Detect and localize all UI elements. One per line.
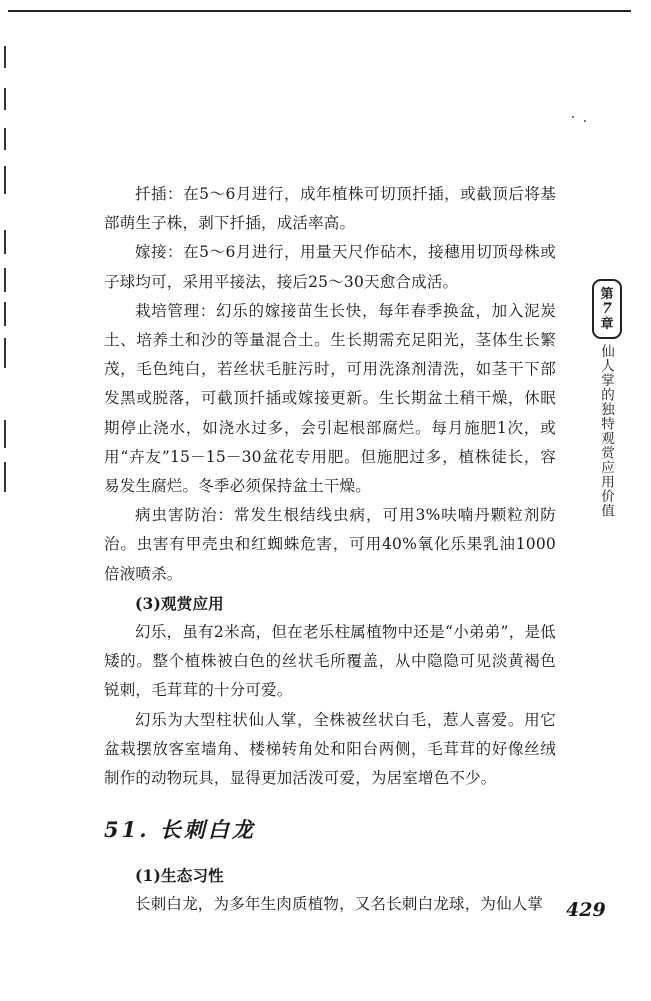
scan-speck xyxy=(572,116,574,118)
binding-mark xyxy=(4,302,6,326)
chapter-number: 7 xyxy=(602,300,612,317)
chapter-suffix: 章 xyxy=(600,316,614,332)
binding-mark xyxy=(4,268,6,292)
paragraph-ornamental-1: 幻乐，虽有2米高，但在老乐柱属植物中还是“小弟弟”，是低矮的。整个植株被白色的丝状毛所覆盖，从中隐隐可见淡黄褐色锐刺，毛茸茸的十分可爱。 xyxy=(104,623,556,700)
page-number: 429 xyxy=(566,899,606,921)
binding-mark xyxy=(4,462,6,492)
paragraph-ornamental-2: 幻乐为大型柱状仙人掌，全株被丝状白毛，惹人喜爱。用它盆栽摆放客室墙角、楼梯转角处和阳台两侧，毛茸茸的好像丝绒制作的动物玩具，显得更加活泼可爱，为居室增色不少。 xyxy=(104,710,556,788)
chapter-title: 仙人掌的独特观赏应用价值 xyxy=(598,344,614,518)
section-title: 51. 长刺白龙 xyxy=(104,817,256,843)
chapter-prefix: 第 xyxy=(600,286,614,302)
subheading-ecology: (1)生态习性 xyxy=(135,866,224,886)
paragraph-ecology: 长刺白龙，为多年生肉质植物，又名长刺白龙球，为仙人掌 xyxy=(135,895,544,914)
binding-mark xyxy=(4,338,6,368)
top-rule xyxy=(8,10,631,12)
chapter-badge xyxy=(592,279,622,339)
binding-mark xyxy=(4,420,6,448)
subheading-ornamental-use: (3)观赏应用 xyxy=(135,593,224,613)
paragraph-pest-control: 病虫害防治：常发生根结线虫病，可用3%呋喃丹颗粒剂防治。虫害有甲壳虫和红蜘蛛危害，可用40%氧化乐果乳油1000倍液喷杀。 xyxy=(104,506,556,583)
body-text xyxy=(104,180,556,920)
binding-mark xyxy=(4,230,6,254)
paragraph-grafting: 嫁接：在5～6月进行，用量天尺作砧木，接穗用切顶母株或子球均可，采用平接法，接后25～30天愈合成活。 xyxy=(104,243,556,291)
binding-mark xyxy=(4,46,6,68)
binding-mark xyxy=(4,88,6,110)
binding-mark xyxy=(4,166,6,194)
paragraph-cutting: 扦插：在5～6月进行，成年植株可切顶扦插，或截顶后将基部萌生子株，剥下扦插，成活率高。 xyxy=(104,185,556,233)
scan-speck xyxy=(584,120,586,122)
paragraph-cultivation: 栽培管理：幻乐的嫁接苗生长快，每年春季换盆，加入泥炭土、培养土和沙的等量混合土。生长期需充足阳光，茎体生长繁茂，毛色纯白，若丝状毛脏污时，可用洗涤剂清洗，如茎干下部发黑或脱落，可截顶扦插或嫁接更新。生长期盆土稍干燥，休眠期停止浇水，如浇水过多，会引起根部腐烂。每月施肥1次，或用“卉友”15－15－30盆花专用肥。但施肥过多，植株徒长，容易发生腐烂。冬季必须保持盆土干燥。 xyxy=(104,301,556,496)
binding-mark xyxy=(4,128,6,150)
